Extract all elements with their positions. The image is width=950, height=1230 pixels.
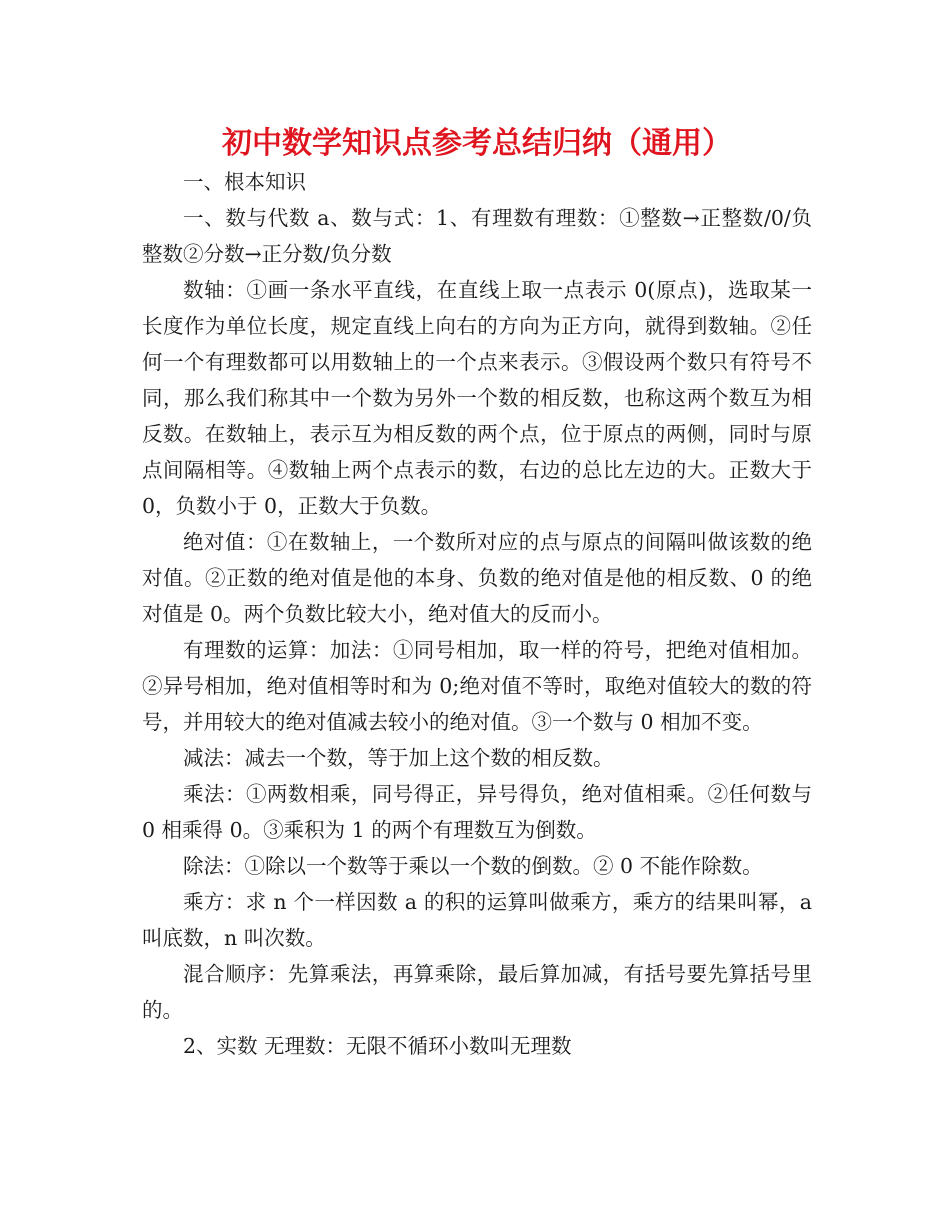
paragraph-division: 除法：①除以一个数等于乘以一个数的倒数。② 0 不能作除数。 (183, 854, 763, 878)
paragraph-order-of-operations: 混合顺序：先算乘法，再算乘除，最后算加减，有括号要先算括号里的。 (142, 962, 812, 1022)
paragraph-absolute-value: 绝对值：①在数轴上，一个数所对应的点与原点的间隔叫做该数的绝对值。②正数的绝对值是他的本身、负数的绝对值是他的相反数、0 的绝对值是 0。两个负数比较大小，绝对值大的反而小。 (142, 530, 812, 626)
document-title: 初中数学知识点参考总结归纳（通用） (222, 126, 732, 161)
paragraph-multiplication: 乘法：①两数相乘，同号得正，异号得负，绝对值相乘。②任何数与 0 相乘得 0。③乘积为 1 的两个有理数互为倒数。 (142, 782, 812, 842)
paragraph-number-and-algebra: 一、数与代数 a、数与式：1、有理数有理数：①整数→正整数/0/负整数②分数→正分数/负分数 (142, 206, 812, 266)
paragraph-addition: 有理数的运算：加法：①同号相加，取一样的符号，把绝对值相加。②异号相加，绝对值相等时和为 0;绝对值不等时，取绝对值较大的数的符号，并用较大的绝对值减去较小的绝对值。③一个数与 0 相加不变。 (142, 638, 812, 734)
document-body (142, 164, 812, 1064)
paragraph-real-numbers: 2、实数 无理数：无限不循环小数叫无理数 (183, 1034, 572, 1058)
paragraph-section-heading: 一、根本知识 (183, 170, 306, 194)
paragraph-exponentiation: 乘方：求 n 个一样因数 a 的积的运算叫做乘方，乘方的结果叫幂，a 叫底数，n 叫次数。 (142, 890, 812, 950)
paragraph-subtraction: 减法：减去一个数，等于加上这个数的相反数。 (183, 746, 614, 770)
paragraph-number-line: 数轴：①画一条水平直线，在直线上取一点表示 0(原点)，选取某一长度作为单位长度，规定直线上向右的方向为正方向，就得到数轴。②任何一个有理数都可以用数轴上的一个点来表示。③假设两个数只有符号不同，那么我们称其中一个数为另外一个数的相反数，也称这两个数互为相反数。在数轴上，表示互为相反数的两个点，位于原点的两侧，同时与原点间隔相等。④数轴上两个点表示的数，右边的总比左边的大。正数大于 0，负数小于 0，正数大于负数。 (142, 278, 812, 518)
